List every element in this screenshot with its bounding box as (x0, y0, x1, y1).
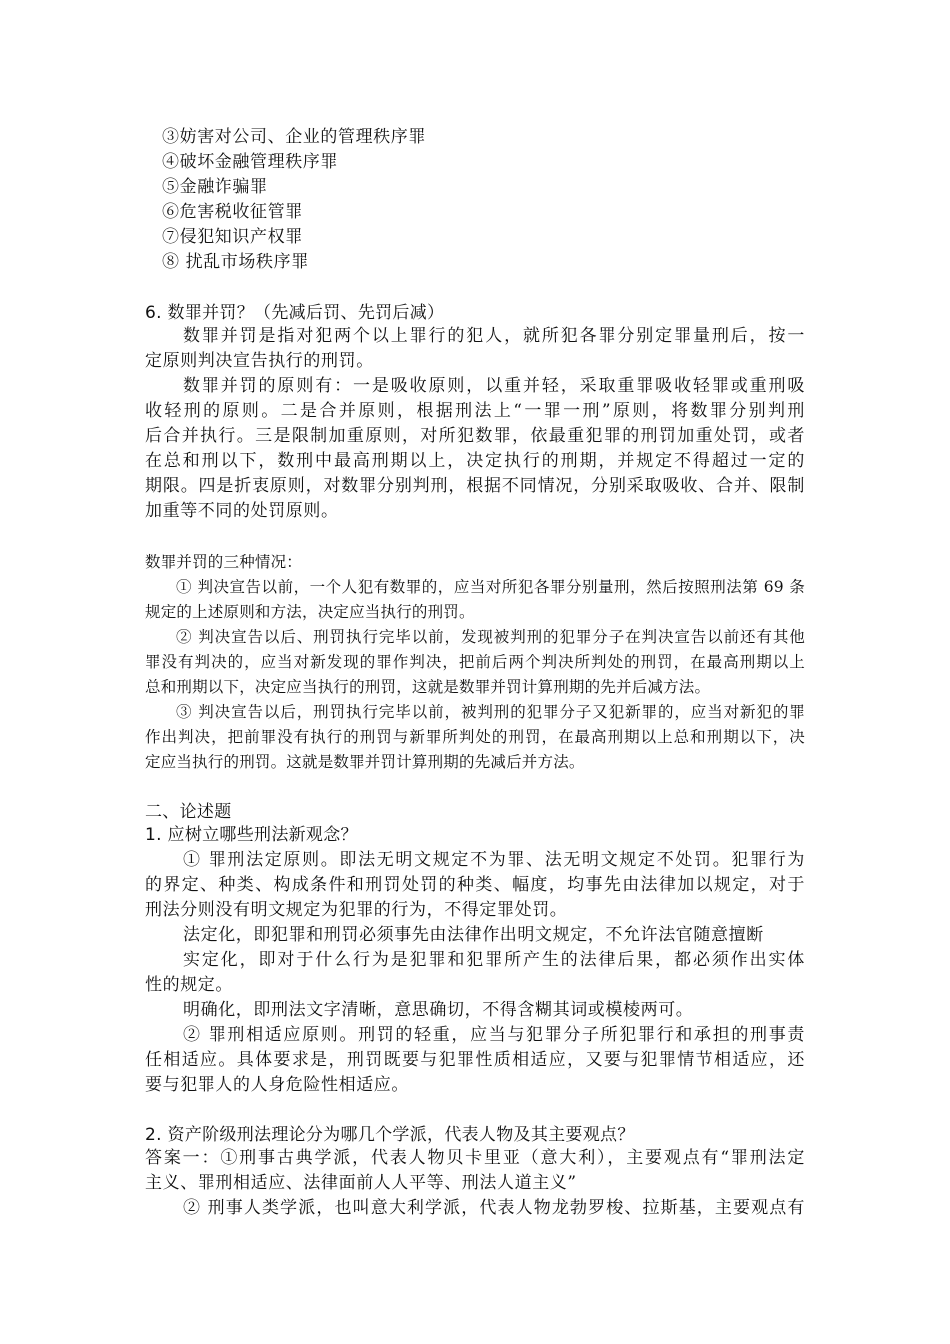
answer-line: ① 罪刑法定原则。即法无明文规定不为罪、法无明文规定不处罚。犯罪行为 (183, 850, 805, 870)
question-1-title: 1. 应树立哪些刑法新观念？ (145, 825, 358, 845)
case-line: 总和刑期以下，决定应当执行的刑罚，这就是数罪并罚计算刑期的先并后减方法。 (145, 678, 711, 696)
definition-line: 数罪并罚是指对犯两个以上罪行的犯人，就所犯各罪分别定罪量刑后，按一 (183, 326, 805, 346)
principles-line: 收轻刑的原则。二是合并原则，根据刑法上“一罪一刑”原则，将数罪分别判刑 (145, 401, 805, 421)
list-item: ⑥危害税收征管罪 (162, 202, 303, 222)
principles-line: 期限。四是折衷原则，对数罪分别判刑，根据不同情况，分别采取吸收、合并、限制 (145, 476, 805, 496)
principles-line: 加重等不同的处罚原则。 (145, 501, 339, 521)
list-item: ⑦侵犯知识产权罪 (162, 227, 303, 247)
answer-line: 刑法分则没有明文规定为犯罪的行为，不得定罪处罚。 (145, 900, 568, 920)
answer-line: 的界定、种类、构成条件和刑罚处罚的种类、幅度，均事先由法律加以规定，对于 (145, 875, 805, 895)
question-2-title: 2. 资产阶级刑法理论分为哪几个学派，代表人物及其主要观点？ (145, 1125, 635, 1145)
list-item: ⑧ 扰乱市场秩序罪 (162, 252, 309, 272)
answer-line: 实定化，即对于什么行为是犯罪和犯罪所产生的法律后果，都必须作出实体 (183, 950, 805, 970)
principles-line: 后合并执行。三是限制加重原则，对所犯数罪，依最重犯罪的刑罚加重处罚，或者 (145, 426, 805, 446)
cases-title: 数罪并罚的三种情况： (145, 553, 303, 571)
case-line: ① 判决宣告以前，一个人犯有数罪的，应当对所犯各罪分别量刑，然后按照刑法第 69 条 (176, 578, 805, 596)
case-line: ③ 判决宣告以后，刑罚执行完毕以前，被判刑的犯罪分子又犯新罪的，应当对新犯的罪 (176, 703, 805, 721)
list-item: ④破坏金融管理秩序罪 (162, 152, 338, 172)
principles-line: 在总和刑以下，数刑中最高刑期以上，决定执行的刑期，并规定不得超过一定的 (145, 451, 805, 471)
definition-line: 定原则判决宣告执行的刑罚。 (145, 351, 374, 371)
case-line: 规定的上述原则和方法，决定应当执行的刑罚。 (145, 603, 475, 621)
section-title: 二、论述题 (145, 802, 232, 822)
case-line: 罪没有判决的，应当对新发现的罪作判决，把前后两个判决所判处的刑罚，在最高刑期以上 (145, 653, 805, 671)
answer-line: 法定化，即犯罪和刑罚必须事先由法律作出明文规定，不允许法官随意擅断 (183, 925, 764, 945)
list-item: ⑤金融诈骗罪 (162, 177, 268, 197)
answer-line: ② 罪刑相适应原则。刑罚的轻重，应当与犯罪分子所犯罪行和承担的刑事责 (183, 1025, 805, 1045)
case-line: 作出判决，把前罪没有执行的刑罚与新罪所判处的刑罚，在最高刑期以上总和刑期以下，决 (145, 728, 805, 746)
answer-line: 要与犯罪人的人身危险性相适应。 (145, 1075, 409, 1095)
case-line: ② 判决宣告以后、刑罚执行完毕以前，发现被判刑的犯罪分子在判决宣告以前还有其他 (176, 628, 805, 646)
case-line: 定应当执行的刑罚。这就是数罪并罚计算刑期的先减后并方法。 (145, 753, 585, 771)
list-item: ③妨害对公司、企业的管理秩序罪 (162, 127, 426, 147)
question-6-title: 6. 数罪并罚？（先减后罚、先罚后减） (145, 303, 445, 323)
answer-line: 主义、罪刑相适应、法律面前人人平等、刑法人道主义” (145, 1173, 577, 1193)
answer-line: 任相适应。具体要求是，刑罚既要与犯罪性质相适应，又要与犯罪情节相适应，还 (145, 1050, 805, 1070)
answer-line: 明确化，即刑法文字清晰，意思确切，不得含糊其词或模棱两可。 (183, 1000, 694, 1020)
answer-line: ② 刑事人类学派，也叫意大利学派，代表人物龙勃罗梭、拉斯基，主要观点有 (183, 1198, 805, 1218)
principles-line: 数罪并罚的原则有：一是吸收原则，以重并轻，采取重罪吸收轻罪或重刑吸 (183, 376, 805, 396)
answer-line: 答案一：①刑事古典学派，代表人物贝卡里亚（意大利），主要观点有“罪刑法定 (145, 1148, 805, 1168)
answer-line: 性的规定。 (145, 975, 233, 995)
